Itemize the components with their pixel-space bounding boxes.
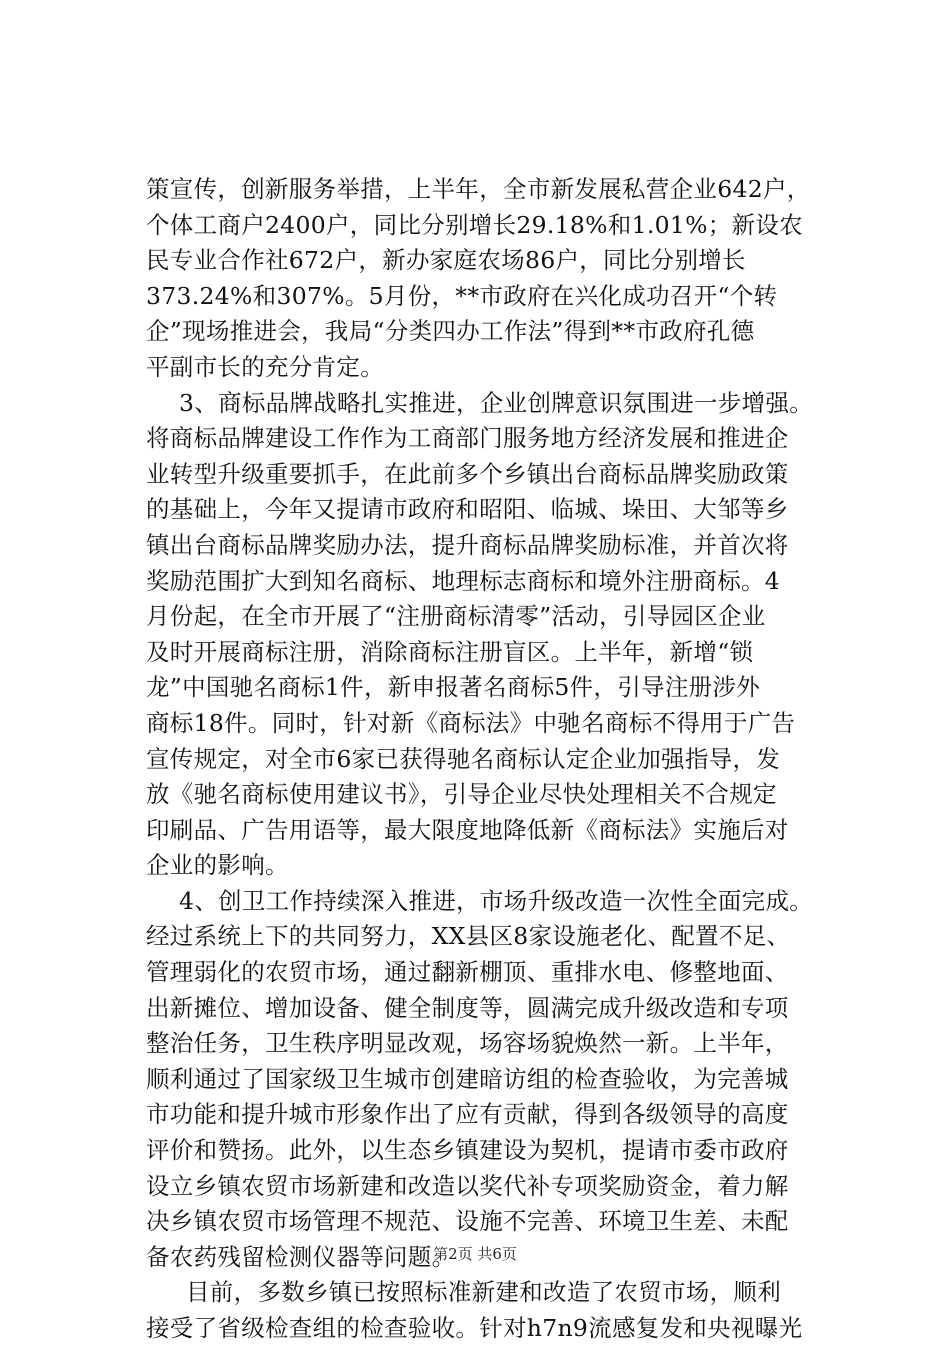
text-line: 平副市长的充分肯定。 <box>146 352 384 381</box>
section-heading-line: 3、商标品牌战略扎实推进，企业创牌意识氛围进一步增强。 <box>179 388 814 417</box>
text-line: 市功能和提升城市形象作出了应有贡献，得到各级领导的高度 <box>146 1100 789 1129</box>
text-line: 企业的影响。 <box>146 851 289 880</box>
text-line: 龙”中国驰名商标1件，新申报著名商标5件，引导注册涉外 <box>146 673 761 702</box>
text-line: 接受了省级检查组的检查验收。针对h7n9流感复发和央视曝光 <box>146 1314 803 1342</box>
text-line: 民专业合作社672户，新办家庭农场86户，同比分别增长 <box>146 246 746 275</box>
text-line: 373.24%和307%。5月份，**市政府在兴化成功召开“个转 <box>146 281 778 310</box>
text-line: 放《驰名商标使用建议书》，引导企业尽快处理相关不合规定 <box>146 780 777 809</box>
text-line: 出新摊位、增加设备、健全制度等，圆满完成升级改造和专项 <box>146 993 789 1022</box>
text-line: 商标18件。同时，针对新《商标法》中驰名商标不得用于广告 <box>146 708 796 737</box>
page-number: 第2页 共6页 <box>433 1245 517 1263</box>
text-line: 镇出台商标品牌奖励办法，提升商标品牌奖励标准，并首次将 <box>146 530 789 559</box>
text-line: 企”现场推进会，我局“分类四办工作法”得到**市政府孔德 <box>146 317 755 346</box>
text-line: 奖励范围扩大到知名商标、地理标志商标和境外注册商标。4 <box>146 566 781 595</box>
section-heading-line: 4、创卫工作持续深入推进，市场升级改造一次性全面完成。 <box>179 886 814 915</box>
text-line: 宣传规定，对全市6家已获得驰名商标认定企业加强指导，发 <box>146 744 781 773</box>
paragraph-start-line: 目前，多数乡镇已按照标准新建和改造了农贸市场，顺利 <box>186 1278 781 1307</box>
text-line: 管理弱化的农贸市场，通过翻新棚顶、重排水电、修整地面、 <box>146 958 789 987</box>
text-line: 印刷品、广告用语等，最大限度地降低新《商标法》实施后对 <box>146 815 789 844</box>
text-line: 评价和赞扬。此外，以生态乡镇建设为契机，提请市委市政府 <box>146 1136 789 1165</box>
text-line: 将商标品牌建设工作作为工商部门服务地方经济发展和推进企 <box>146 424 789 453</box>
text-line: 月份起，在全市开展了“注册商标清零”活动，引导园区企业 <box>146 602 766 631</box>
text-line: 整治任务，卫生秩序明显改观，场容场貌焕然一新。上半年， <box>146 1029 789 1058</box>
text-line: 及时开展商标注册，消除商标注册盲区。上半年，新增“锁 <box>146 637 754 666</box>
text-line: 设立乡镇农贸市场新建和改造以奖代补专项奖励资金，着力解 <box>146 1171 789 1200</box>
text-line: 策宣传，创新服务举措，上半年，全市新发展私营企业642户， <box>146 175 811 203</box>
text-line: 顺利通过了国家级卫生城市创建暗访组的检查验收，为完善城 <box>146 1064 789 1093</box>
document-body <box>146 172 814 1347</box>
text-line: 个体工商户2400户，同比分别增长29.18%和1.01%；新设农 <box>146 210 803 239</box>
text-line: 备农药残留检测仪器等问题。 <box>146 1242 456 1271</box>
text-line: 的基础上，今年又提请市政府和昭阳、临城、垛田、大邹等乡 <box>146 495 789 524</box>
text-line: 业转型升级重要抓手，在此前多个乡镇出台商标品牌奖励政策 <box>146 459 789 488</box>
text-line: 经过系统上下的共同努力，XX县区8家设施老化、配置不足、 <box>146 922 791 951</box>
text-line: 决乡镇农贸市场管理不规范、设施不完善、环境卫生差、未配 <box>146 1207 789 1236</box>
page-footer <box>0 1244 950 1264</box>
